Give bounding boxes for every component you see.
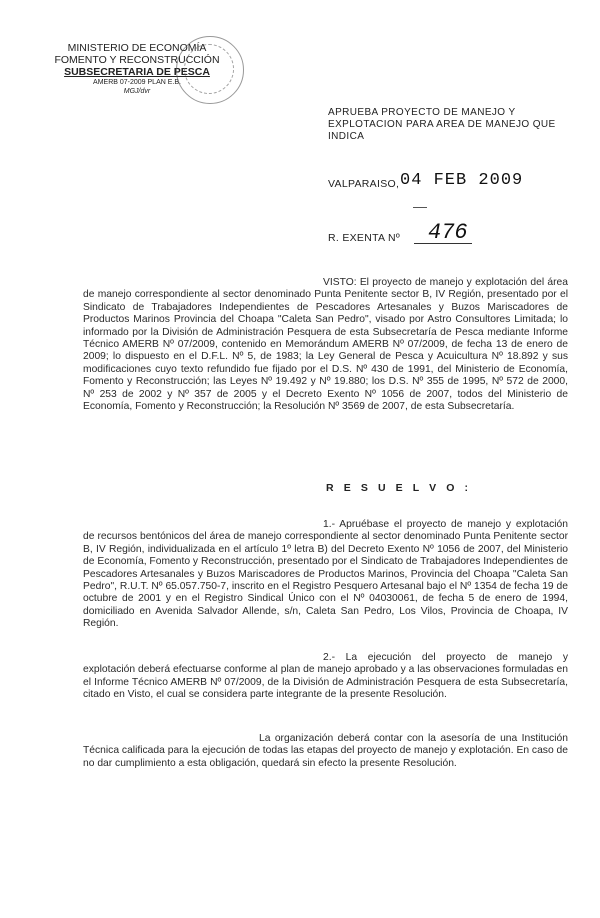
exenta-label: R. EXENTA Nº bbox=[328, 232, 401, 244]
official-seal-stamp bbox=[176, 36, 244, 104]
stamped-date: 04 FEB 2009 bbox=[400, 171, 524, 190]
ministry-division: FOMENTO Y RECONSTRUCCIÓN bbox=[54, 54, 220, 66]
exenta-underline bbox=[414, 243, 472, 244]
pen-mark bbox=[413, 207, 427, 208]
subsecretaria-name: SUBSECRETARIA DE PESCA bbox=[64, 66, 210, 78]
article-2: 2.- La ejecución del proyecto de manejo y explotación deberá efectuarse conforme al plan de manejo aprobado y a las observaciones formuladas en el Informe Técnico AMERB Nº 07/2009, de la División de Administración Pesquera de esta Subsecretaría, citado en Visto, el cual se considera parte integrante de la presente Resolución. bbox=[83, 652, 568, 701]
author-initials: MGJ/dvr bbox=[123, 88, 151, 95]
exenta-number: 476 bbox=[428, 220, 468, 245]
place-label: VALPARAISO, bbox=[328, 178, 400, 190]
ministry-name: MINISTERIO DE ECONOMÍA bbox=[67, 42, 207, 54]
article-1: 1.- Apruébase el proyecto de manejo y explotación de recursos bentónicos del área de manejo correspondiente al sector denominado Punta Penitente sector B, IV Región, individualizada en el artículo 1º letra B) del Decreto Exento Nº 1056 de 2007, del Ministerio de Economía, Fomento y Reconstrucción, presentado por el Sindicato de Trabajadores Independientes de Pescadores Artesanales y Buzos Mariscadores de Productos Marinos, Provincia del Choapa "Caleta San Pedro", R.U.T. Nº 65.057.750-7, inscrito en el Registro Pesquero Artesanal bajo el Nº 1354 de fecha 19 de octubre de 2001 y en el Registro Sindical Único con el Nº 04030061, de fecha 5 de enero de 1994, domiciliado en Avenida Salvador Allende, s/n, Caleta San Pedro, Los Vilos, Provincia de Choapa, IV Región. bbox=[83, 519, 568, 630]
paragraph-3: La organización deberá contar con la asesoría de una Institución Técnica calificada para la ejecución de todas las etapas del proyecto de manejo y explotación. En caso de no dar cumplimiento a esta obligación, quedará sin efecto la presente Resolución. bbox=[83, 733, 568, 769]
resuelvo-heading: R E S U E L V O : bbox=[326, 482, 472, 494]
visto-paragraph: VISTO: El proyecto de manejo y explotación del área de manejo correspondiente al sector denominado Punta Penitente sector B, IV Región, presentado por el Sindicato de Trabajadores Independientes de Pescadores Artesanales y Buzos Mariscadores de Productos Marinos Provincia del Choapa "Caleta San Pedro", visado por Astro Consultores Limitada; lo informado por la División de Administración Pesquera de esta Subsecretaría de Pesca mediante Informe Técnico AMERB Nº 07/2009, contenido en Memorándum AMERB Nº 07/2009, de fecha 13 de enero de 2009; lo dispuesto en el D.F.L. Nº 5, de 1983; la Ley General de Pesca y Acuicultura Nº 18.892 y sus modificaciones cuyo texto refundido fue fijado por el D.S. Nº 430 de 1991, del Ministerio de Economía, Fomento y Reconstrucción; las Leyes Nº 19.492 y Nº 19.880; los D.S. Nº 355 de 1995, Nº 572 de 2000, Nº 253 de 2002 y Nº 357 de 2005 y el Decreto Exento Nº 1056 de 2007, todos del Ministerio de Economía, Fomento y Reconstrucción; la Resolución Nº 3569 de 2007, de esta Subsecretaría. bbox=[83, 277, 568, 413]
reference-code: AMERB 07-2009 PLAN E.B. bbox=[93, 79, 181, 86]
resolution-title: APRUEBA PROYECTO DE MANEJO Y EXPLOTACION PARA AREA DE MANEJO QUE INDICA bbox=[328, 107, 556, 142]
